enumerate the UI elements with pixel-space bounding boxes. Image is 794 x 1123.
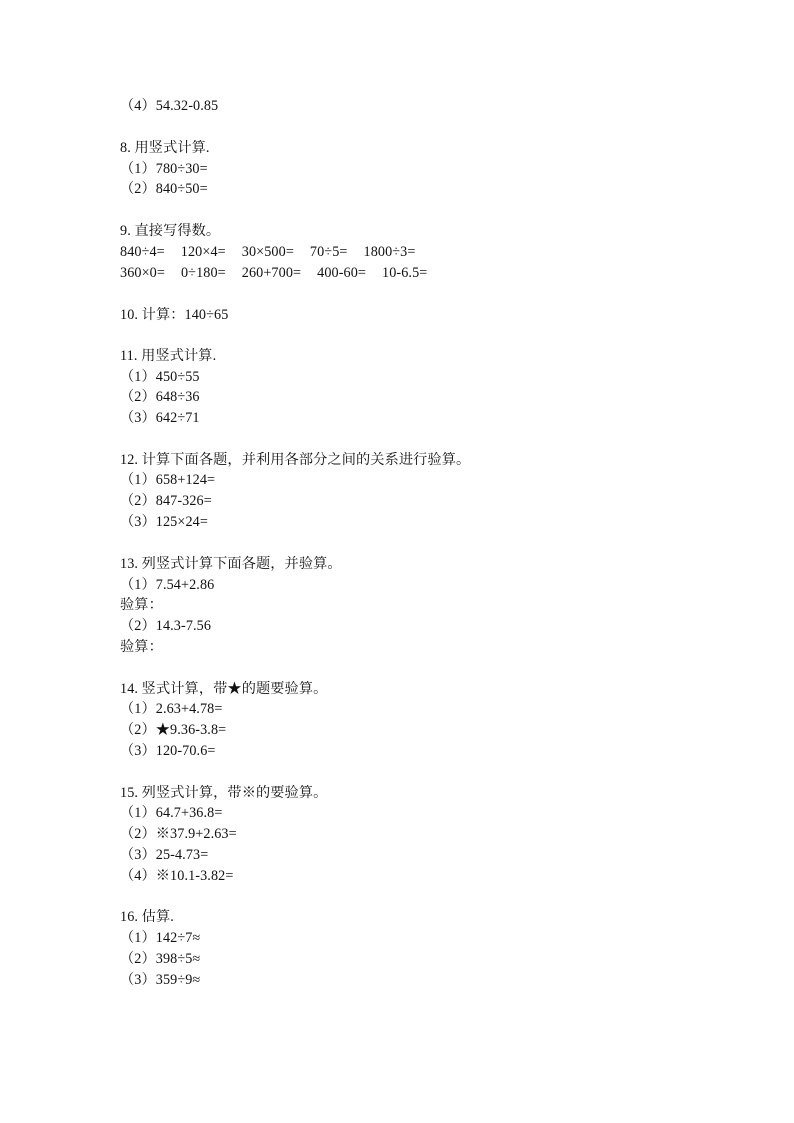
q14-item-2: （2）★9.36-3.8= — [120, 722, 227, 738]
q9-expr: 260+700= — [241, 265, 302, 281]
q7-item-4: （4）54.32-0.85 — [120, 98, 219, 114]
q15-title: 15. 列竖式计算，带※的要验算。 — [120, 785, 328, 801]
q9-expr: 30×500= — [241, 244, 294, 260]
q15-item-3: （3）25-4.73= — [120, 847, 209, 863]
q16-title: 16. 估算. — [120, 909, 174, 925]
q9-expr: 1800÷3= — [363, 244, 416, 260]
q11-item-2: （2）648÷36 — [120, 389, 200, 405]
q10-title: 10. 计算：140÷65 — [120, 307, 229, 323]
q16-item-3: （3）359÷9≈ — [120, 972, 201, 988]
q9-expr: 120×4= — [180, 244, 226, 260]
q9-expr: 0÷180= — [180, 265, 226, 281]
q13-check-1: 验算： — [120, 597, 163, 613]
q14-item-3: （3）120-70.6= — [120, 743, 216, 759]
q12-item-2: （2）847-326= — [120, 493, 212, 509]
q8-title: 8. 用竖式计算. — [120, 140, 210, 156]
q9-expr: 360×0= — [120, 265, 165, 281]
q15-item-2: （2）※37.9+2.63= — [120, 826, 237, 842]
q14-item-1: （1）2.63+4.78= — [120, 701, 223, 717]
q11-item-1: （1）450÷55 — [120, 369, 200, 385]
q9-row-2 — [120, 263, 427, 283]
q11-title: 11. 用竖式计算. — [120, 348, 217, 364]
q9-expr: 70÷5= — [309, 244, 348, 260]
q15-item-4: （4）※10.1-3.82= — [120, 868, 234, 884]
q11-item-3: （3）642÷71 — [120, 410, 200, 426]
q9-expr: 840÷4= — [120, 244, 165, 260]
q9-expr: 400-60= — [317, 265, 367, 281]
q9-row-1 — [120, 242, 415, 262]
q13-item-1: （1）7.54+2.86 — [120, 577, 215, 593]
q13-check-2: 验算： — [120, 639, 163, 655]
q9-title: 9. 直接写得数。 — [120, 223, 221, 239]
q12-item-3: （3）125×24= — [120, 514, 208, 530]
q8-item-2: （2）840÷50= — [120, 181, 208, 197]
q12-title: 12. 计算下面各题，并利用各部分之间的关系进行验算。 — [120, 452, 471, 468]
q16-item-2: （2）398÷5≈ — [120, 951, 201, 967]
q13-title: 13. 列竖式计算下面各题，并验算。 — [120, 556, 342, 572]
q12-item-1: （1）658+124= — [120, 472, 216, 488]
q9-expr: 10-6.5= — [382, 265, 428, 281]
q13-item-2: （2）14.3-7.56 — [120, 618, 212, 634]
q15-item-1: （1）64.7+36.8= — [120, 805, 223, 821]
q8-item-1: （1）780÷30= — [120, 161, 208, 177]
q16-item-1: （1）142÷7≈ — [120, 930, 201, 946]
q14-title: 14. 竖式计算，带★的题要验算。 — [120, 681, 328, 697]
